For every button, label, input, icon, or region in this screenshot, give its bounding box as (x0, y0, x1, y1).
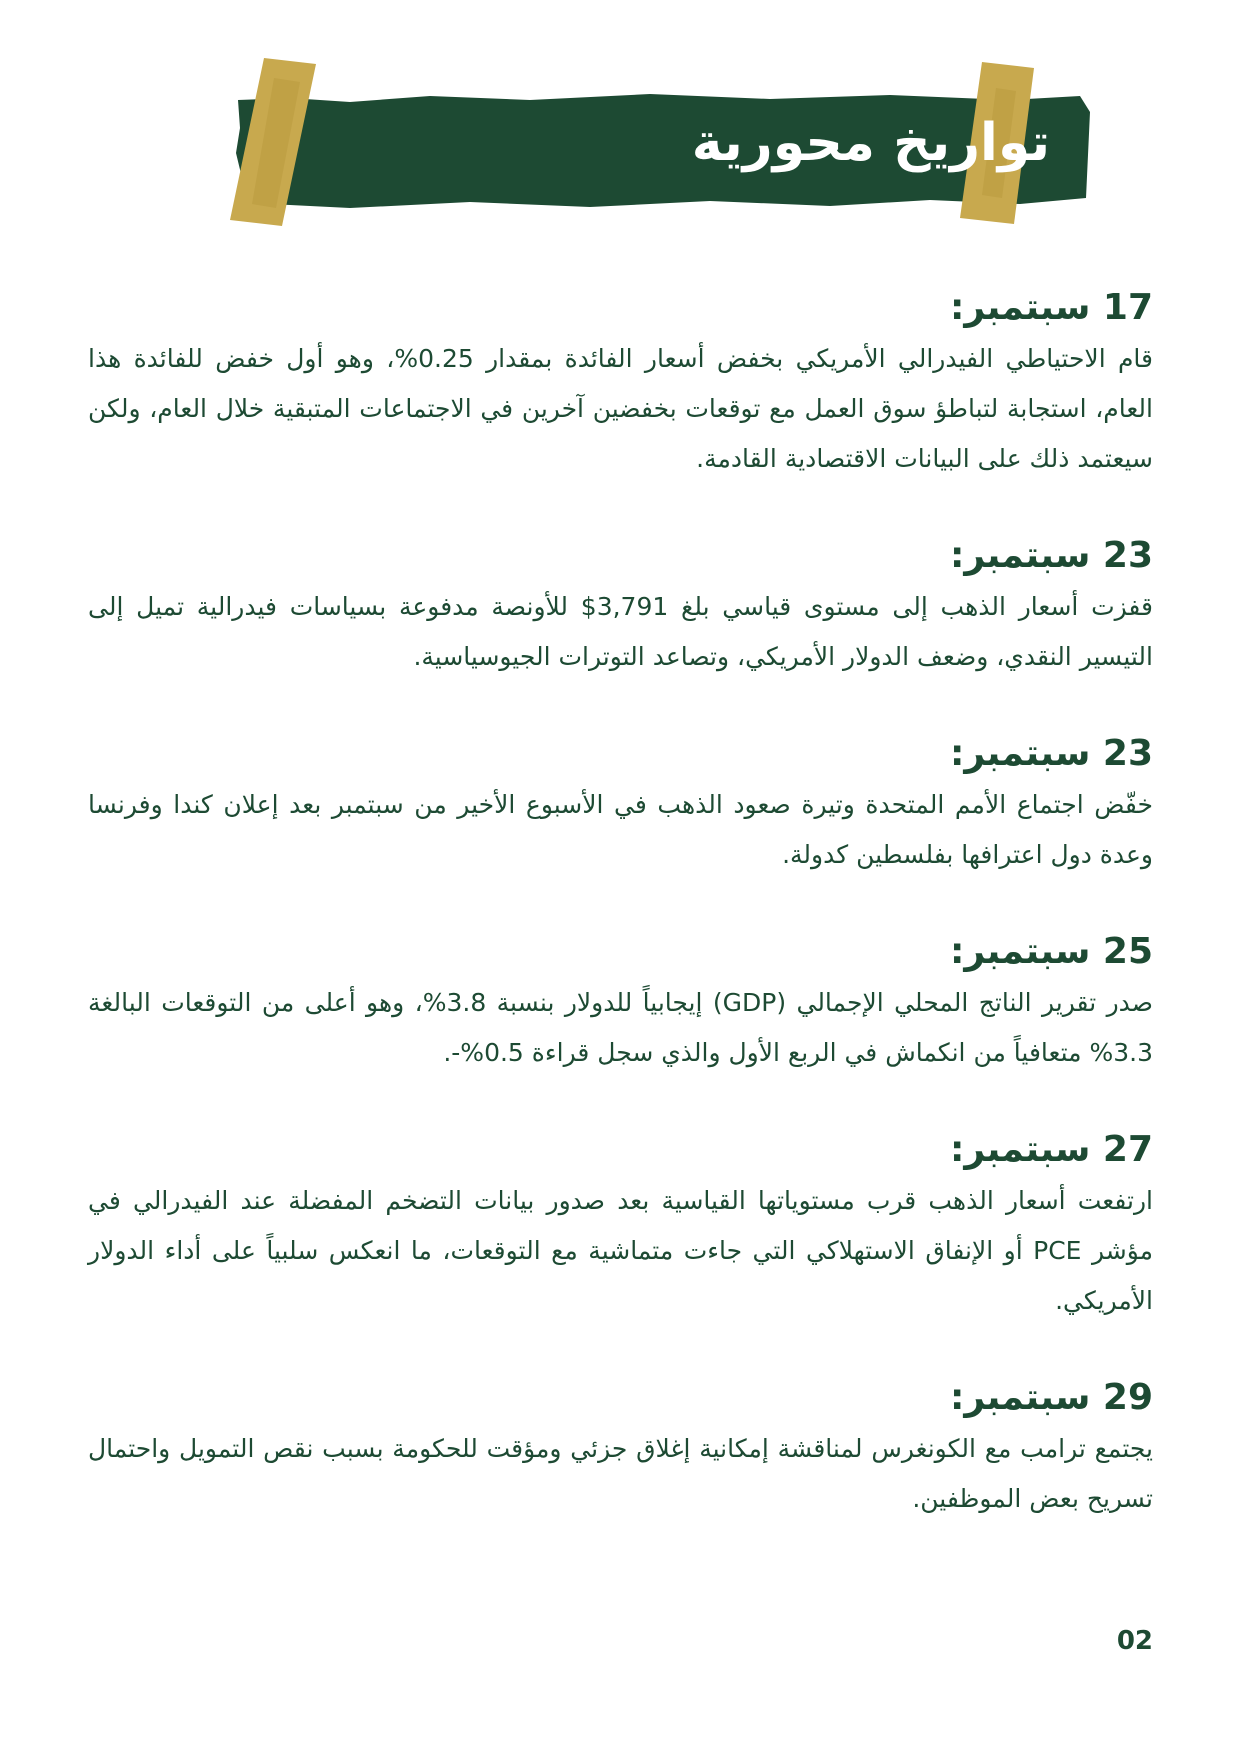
title-banner (230, 58, 1160, 248)
timeline-list (88, 282, 1153, 1524)
page-number: 02 (1116, 1626, 1153, 1656)
entry-text: صدر تقرير الناتج المحلي الإجمالي (GDP) إيجابياً للدولار بنسبة 3.8%، وهو أعلى من التوقعات البالغة 3.3% متعافياً من انكماش في الربع الأول والذي سجل قراءة 0.5%-. (88, 988, 1153, 1067)
entry-text: قام الاحتياطي الفيدرالي الأمريكي بخفض أسعار الفائدة بمقدار 0.25%، وهو أول خفض للفائدة هذا العام، استجابة لتباطؤ سوق العمل مع توقعات بخفضين آخرين في الاجتماعات المتبقية خلال العام، ولكن سيعتمد ذلك على البيانات الاقتصادية القادمة. (88, 344, 1154, 473)
page-title: تواريخ محورية (691, 113, 1050, 173)
timeline-entry (88, 728, 1153, 880)
entry-date: 25 سبتمبر: (949, 931, 1153, 972)
timeline-entry (88, 1124, 1153, 1326)
timeline-entry (88, 926, 1153, 1078)
entry-text: يجتمع ترامب مع الكونغرس لمناقشة إمكانية إغلاق جزئي ومؤقت للحكومة بسبب نقص التمويل واحتمال تسريح بعض الموظفين. (88, 1434, 1153, 1513)
timeline-entry (88, 530, 1153, 682)
entry-date: 23 سبتمبر: (949, 733, 1153, 774)
entry-date: 27 سبتمبر: (949, 1129, 1153, 1170)
entry-text: خفّض اجتماع الأمم المتحدة وتيرة صعود الذهب في الأسبوع الأخير من سبتمبر بعد إعلان كندا وفرنسا وعدة دول اعترافها بفلسطين كدولة. (88, 790, 1153, 869)
entry-date: 29 سبتمبر: (949, 1377, 1153, 1418)
entry-text: قفزت أسعار الذهب إلى مستوى قياسي بلغ 3,791$ للأونصة مدفوعة بسياسات فيدرالية تميل إلى التيسير النقدي، وضعف الدولار الأمريكي، وتصاعد التوترات الجيوسياسية. (88, 592, 1153, 671)
timeline-entry (88, 282, 1153, 484)
entry-text: ارتفعت أسعار الذهب قرب مستوياتها القياسية بعد صدور بيانات التضخم المفضلة عند الفيدرالي في مؤشر PCE أو الإنفاق الاستهلاكي التي جاءت متماشية مع التوقعات، ما انعكس سلبياً على أداء الدولار الأمريكي. (88, 1186, 1154, 1315)
entry-date: 23 سبتمبر: (949, 535, 1153, 576)
entry-date: 17 سبتمبر: (949, 287, 1153, 328)
timeline-entry (88, 1372, 1153, 1524)
